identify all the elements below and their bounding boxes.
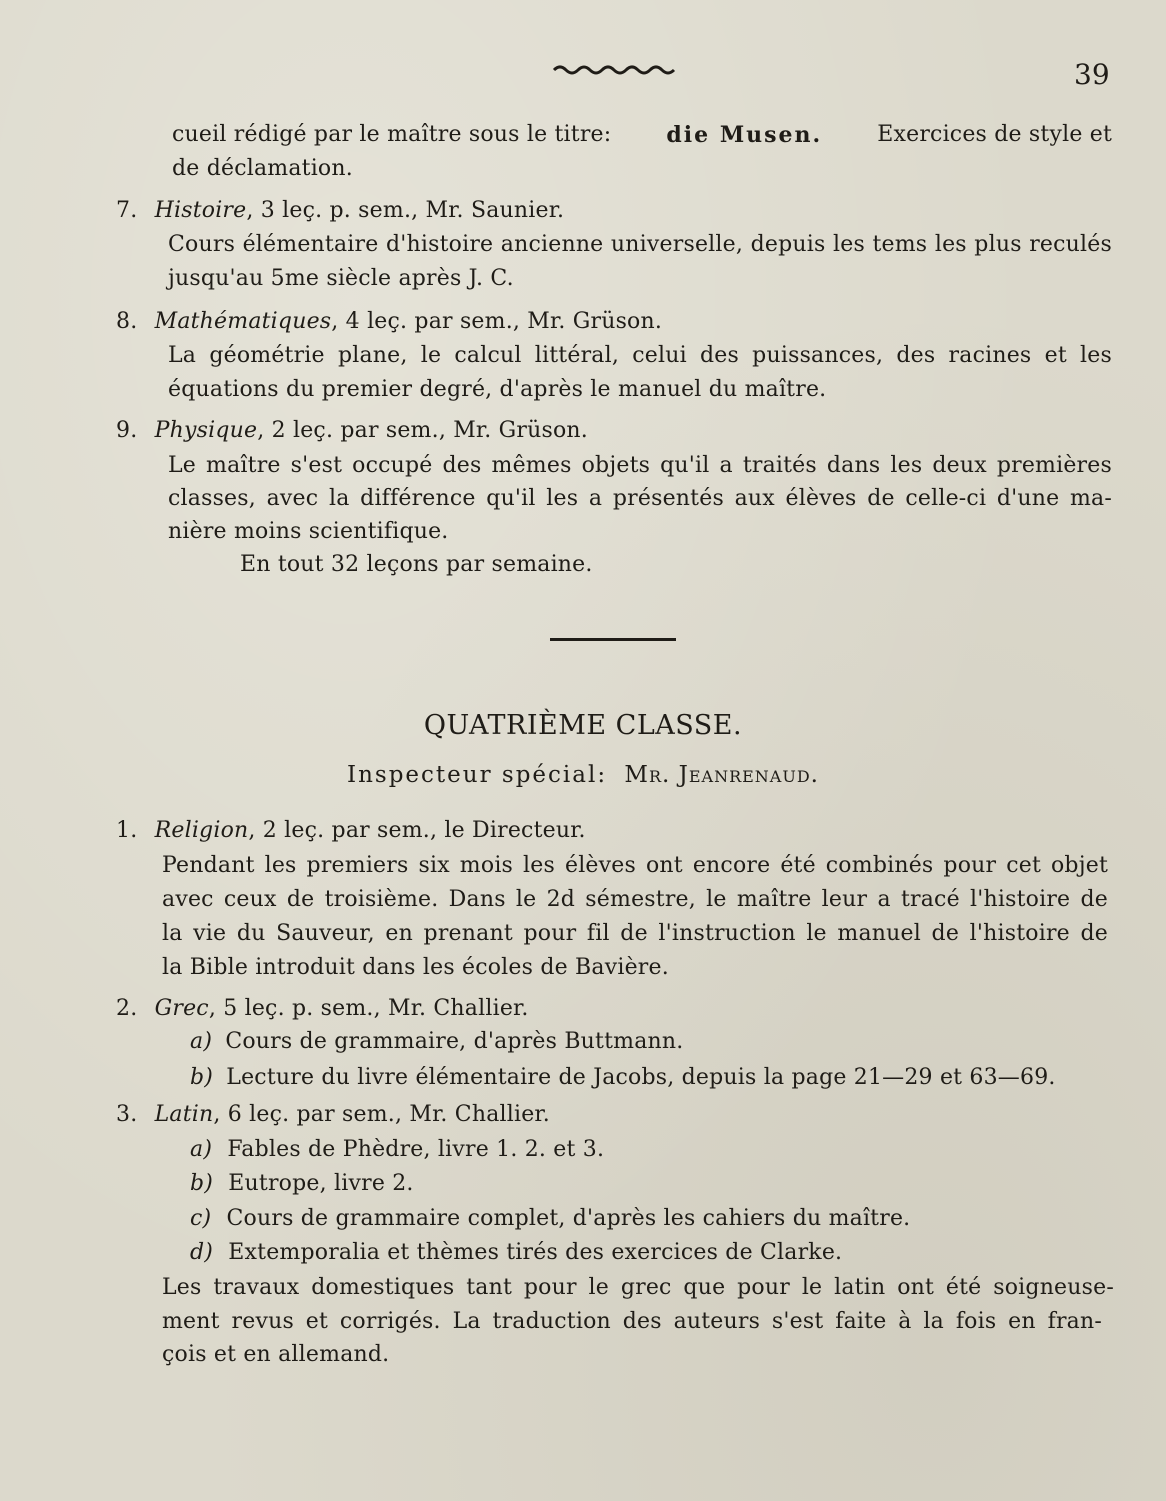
item-subject: Latin: [154, 1102, 214, 1127]
item-details: , 6 leç. par sem., Mr. Challier.: [213, 1102, 550, 1127]
item-details: , 2 leç. par sem., le Directeur.: [248, 818, 586, 843]
item-3-sub-c: [190, 1208, 910, 1230]
item-number: 1.: [116, 818, 138, 843]
sub-label: d): [190, 1240, 214, 1265]
total-lessons: En tout 32 leçons par semaine.: [240, 552, 593, 577]
item-7-line-2: jusqu'au 5me siècle après J. C.: [168, 266, 514, 291]
sub-text: Cours de grammaire complet, d'après les cahiers du maître.: [226, 1206, 911, 1231]
item-number: 3.: [116, 1102, 138, 1127]
continuation-line-1: [172, 124, 1112, 146]
item-3-header: [116, 1104, 550, 1126]
item-1-line-3: la vie du Sauveur, en prenant pour fil de l'instruction le manuel de l'histoire de: [162, 921, 1108, 946]
item-3-line-2: ment revus et corrigés. La traduction des auteurs s'est faite à la fois en fran-: [162, 1309, 1102, 1334]
item-9-line-1: Le maître s'est occupé des mêmes objets qu'il a traités dans les deux premières: [168, 453, 1112, 478]
item-subject: Grec: [154, 996, 209, 1021]
item-8-line-1: La géométrie plane, le calcul littéral, celui des puissances, des racines et les: [168, 343, 1112, 368]
item-9-line-2: classes, avec la différence qu'il les a présentés aux élèves de celle-ci d'une ma-: [168, 486, 1112, 511]
sub-text: Eutrope, livre 2.: [228, 1171, 414, 1196]
continuation-end: Exercices de style et: [877, 122, 1112, 147]
item-subject: Histoire: [154, 198, 247, 223]
sub-text: Extemporalia et thèmes tirés des exercices de Clarke.: [228, 1240, 843, 1265]
item-8-line-2: équations du premier degré, d'après le manuel du maître.: [168, 377, 827, 402]
item-3-sub-a: [190, 1139, 604, 1161]
ornament-wave-icon: [552, 62, 676, 76]
item-2-header: [116, 998, 529, 1020]
page-number: 39: [1074, 58, 1110, 91]
musen-title: die Musen.: [666, 122, 823, 148]
item-number: 9.: [116, 418, 138, 443]
sub-text: Fables de Phèdre, livre 1. 2. et 3.: [227, 1137, 605, 1162]
inspector-label: Inspecteur spécial:: [347, 762, 608, 788]
item-details: , 5 leç. p. sem., Mr. Challier.: [208, 996, 529, 1021]
item-1-line-4: la Bible introduit dans les écoles de Bavière.: [162, 955, 669, 980]
continuation-text: cueil rédigé par le maître sous le titre:: [172, 122, 612, 147]
item-number: 8.: [116, 309, 138, 334]
sub-label: b): [190, 1171, 214, 1196]
item-7-header: [116, 200, 564, 222]
continuation-line-2: de déclamation.: [172, 156, 353, 181]
item-number: 7.: [116, 198, 138, 223]
sub-text: Lecture du livre élémentaire de Jacobs, depuis la page 21—29 et 63—69.: [226, 1065, 1056, 1090]
item-9-line-3: nière moins scientifique.: [168, 519, 449, 544]
item-subject: Religion: [154, 818, 249, 843]
item-3-line-1: Les travaux domestiques tant pour le grec que pour le latin ont été soigneuse-: [162, 1275, 1114, 1300]
section-divider: [550, 638, 676, 641]
item-details: , 3 leç. p. sem., Mr. Saunier.: [246, 198, 565, 223]
item-1-line-2: avec ceux de troisième. Dans le 2d sémestre, le maître leur a tracé l'histoire de: [162, 887, 1108, 912]
item-number: 2.: [116, 996, 138, 1021]
item-details: , 2 leç. par sem., Mr. Grüson.: [257, 418, 588, 443]
inspector-name: Mr. Jeanrenaud.: [624, 762, 819, 788]
item-9-header: [116, 420, 588, 442]
sub-label: c): [190, 1206, 212, 1231]
section-heading: QUATRIÈME CLASSE.: [423, 710, 743, 741]
item-1-line-1: Pendant les premiers six mois les élèves ont encore été combinés pour cet objet: [162, 853, 1108, 878]
sub-text: Cours de grammaire, d'après Buttmann.: [225, 1029, 684, 1054]
sub-label: a): [190, 1029, 213, 1054]
item-3-sub-b: [190, 1173, 414, 1195]
sub-label: b): [190, 1065, 214, 1090]
item-subject: Mathématiques: [154, 309, 332, 334]
item-3-line-3: çois et en allemand.: [162, 1342, 390, 1367]
item-details: , 4 leç. par sem., Mr. Grüson.: [331, 309, 663, 334]
item-8-header: [116, 311, 662, 333]
item-2-sub-b: [190, 1067, 1056, 1089]
item-3-sub-d: [190, 1242, 842, 1264]
item-2-sub-a: [190, 1031, 683, 1053]
item-1-header: [116, 820, 586, 842]
item-subject: Physique: [154, 418, 258, 443]
item-7-line-1: Cours élémentaire d'histoire ancienne universelle, depuis les tems les plus reculés: [168, 232, 1112, 257]
sub-label: a): [190, 1137, 213, 1162]
section-subheading: [0, 762, 1166, 788]
